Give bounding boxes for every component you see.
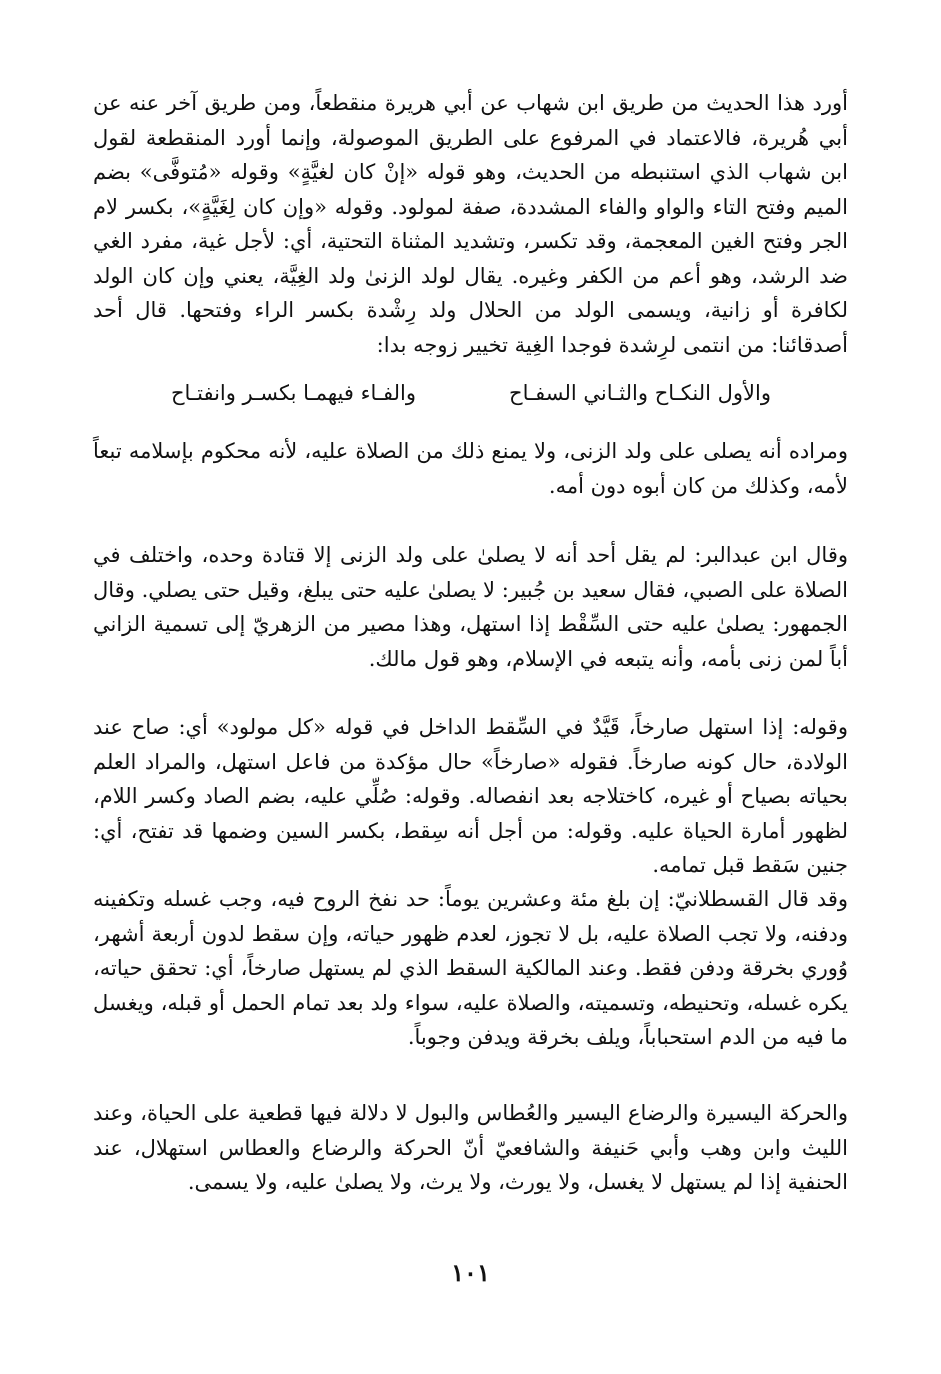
verse-first-hemistich: والأول النكـاح والثـاني السفـاح: [509, 381, 771, 405]
paragraph-hadith-commentary: أورد هذا الحديث من طريق ابن شهاب عن أبي هريرة منقطعاً، ومن طريق آخر عنه عن أبي هُريرة، فالاعتماد في المرفوع على الطريق الموصولة، وإنما أورد المنقطعة لقول ابن شهاب الذي استنبطه من الحديث، وهو قوله «إنْ كان لغيَّةٍ» وقوله «مُتوفَّى» بضم الميم وفتح التاء والواو والفاء المشددة، صفة لمولود. وقوله «وإن كان لِغَيَّةٍ»، بكسر لام الجر وفتح الغين المعجمة، وقد تكسر، وتشديد المثناة التحتية، أي: لأجل غية، مفرد الغي ضد الرشد، وهو أعم من الكفر وغيره. يقال لولد الزنىٰ ولد الغِيَّة، يعني وإن كان الولد لكافرة أو زانية، ويسمى الولد من الحلال ولد رِشْدة بكسر الراء وفتحها. قال أحد أصدقائنا: من انتمى لرِشدة فوجدا الغِية تخيير زوجه بدا:: [93, 91, 848, 357]
poetry-verse: [171, 376, 771, 410]
paragraph-prayer-on-child: ومراده أنه يصلى على ولد الزنى، ولا يمنع ذلك من الصلاة عليه، لأنه محكوم بإسلامه تبعاً لأمه، وكذلك من كان أبوه دون أمه.: [93, 439, 848, 498]
paragraph-istihlal-explanation: وقوله: إذا استهل صارخاً، قَيَّدٌ في السِّقط الداخل في قوله «كل مولود» أي: صاح عند الولادة، حال كونه صارخاً. فقوله «صارخاً» حال مؤكدة من فاعل استهل، والمراد العلم بحياته بصياح أو غيره، كاختلاجه بعد انفصاله. وقوله: صُلِّي عليه، بضم الصاد وكسر اللام، لظهور أمارة الحياة عليه. وقوله: من أجل أنه سِقط، بكسر السين وضمها قد تفتح، أي: جنين سَقط قبل تمامه.: [93, 715, 848, 877]
paragraph-ibn-abdulbarr: وقال ابن عبدالبر: لم يقل أحد أنه لا يصلىٰ على ولد الزنى إلا قتادة وحده، واختلف في الصلاة على الصبي، فقال سعيد بن جُبير: لا يصلىٰ عليه حتى يبلغ، وقيل حتى يصلي. وقال الجمهور: يصلىٰ عليه حتى السِّقْط إذا استهل، وهذا مصير من الزهريّ إلى تسمية الزاني أباً لمن زنى بأمه، وأنه يتبعه في الإسلام، وهو قول مالك.: [93, 543, 848, 671]
paragraph-qastallani: وقد قال القسطلانيّ: إن بلغ مئة وعشرين يوماً: حد نفخ الروح فيه، وجب غسله وتكفينه ودفنه، ولا تجب الصلاة عليه، بل لا تجوز، لعدم ظهور حياته، وإن سقط لدون أربعة أشهر، وُوري بخرقة ودفن فقط. وعند المالكية السقط الذي لم يستهل صارخاً، أي: تحقق حياته، يكره غسله، وتحنيطه، وتسميته، والصلاة عليه، سواء ولد بعد تمام الحمل أو قبله، ويغسل ما فيه من الدم استحباباً، ويلف بخرقة ويدفن وجوباً.: [93, 887, 848, 1049]
paragraph-signs-of-life: والحركة اليسيرة والرضاع اليسير والعُطاس والبول لا دلالة فيها قطعية على الحياة، وعند الليث وابن وهب وأبي حَنيفة والشافعيّ أنّ الحركة والرضاع والعطاس استهلال، عند الحنفية إذا لم يستهل لا يغسل، ولا يورث، ولا يرث، ولا يصلىٰ عليه، ولا يسمى.: [93, 1101, 848, 1194]
page-number: ١٠١: [451, 1258, 490, 1287]
verse-second-hemistich: والفـاء فيهمـا بكسـر وانفتـاح: [171, 381, 416, 405]
